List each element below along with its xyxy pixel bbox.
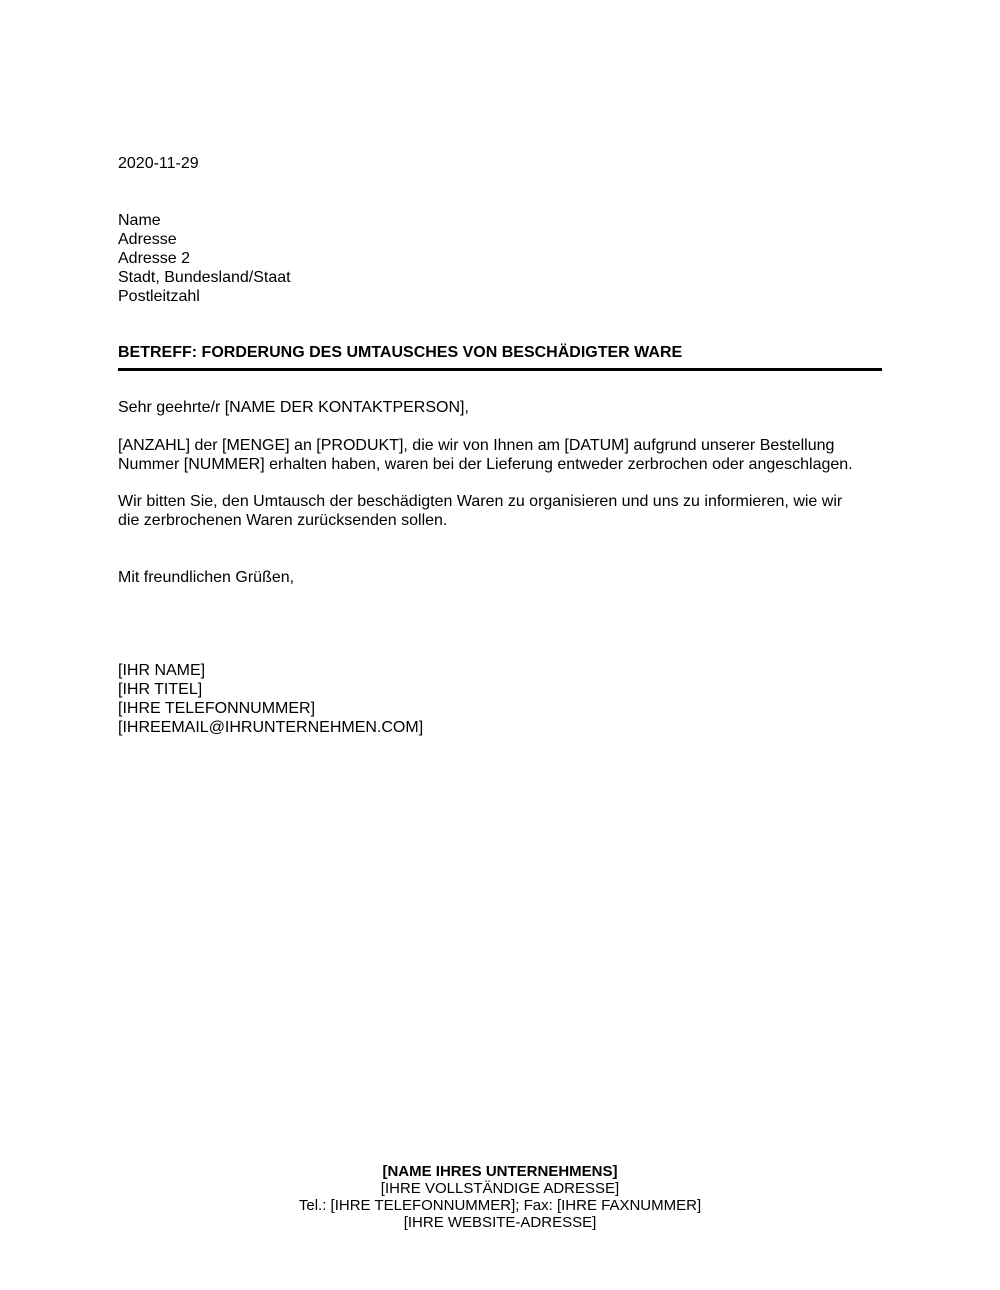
closing	[118, 568, 882, 587]
page-footer	[0, 1163, 1000, 1231]
subject-line	[118, 343, 882, 362]
signature-email: [IHREEMAIL@IHRUNTERNEHMEN.COM]	[118, 719, 424, 736]
recipient-address-line1: Adresse	[118, 231, 177, 248]
closing-text: Mit freundlichen Grüßen,	[118, 569, 295, 586]
body-paragraph-2	[118, 492, 882, 530]
subject-text: BETREFF: FORDERUNG DES UMTAUSCHES VON BESCHÄDIGTER WARE	[118, 344, 683, 361]
paragraph-1-line-1: [ANZAHL] der [MENGE] an [PRODUKT], die wir von Ihnen am [DATUM] aufgrund unserer Bestellung	[118, 437, 835, 454]
paragraph-1-line-2: Nummer [NUMMER] erhalten haben, waren bei der Lieferung entweder zerbrochen oder angeschlagen.	[118, 456, 853, 473]
footer-company-name: [NAME IHRES UNTERNEHMENS]	[382, 1163, 618, 1180]
signature-phone: [IHRE TELEFONNUMMER]	[118, 700, 316, 717]
footer-website: [IHRE WEBSITE-ADRESSE]	[403, 1214, 597, 1231]
paragraph-2-line-1: Wir bitten Sie, den Umtausch der beschädigten Waren zu organisieren und uns zu informieren, wie wir	[118, 493, 843, 510]
recipient-postal-code: Postleitzahl	[118, 288, 200, 305]
signature-block	[118, 661, 882, 737]
footer-contact: Tel.: [IHRE TELEFONNUMMER]; Fax: [IHRE FAXNUMMER]	[298, 1197, 702, 1214]
footer-address: [IHRE VOLLSTÄNDIGE ADRESSE]	[380, 1180, 620, 1197]
recipient-name: Name	[118, 212, 161, 229]
signature-title: [IHR TITEL]	[118, 681, 203, 698]
recipient-address-line2: Adresse 2	[118, 250, 191, 267]
date-text: 2020-11-29	[118, 155, 199, 172]
body-paragraph-1	[118, 436, 882, 474]
signature-name: [IHR NAME]	[118, 662, 206, 679]
recipient-address	[118, 211, 882, 306]
salutation	[118, 398, 882, 417]
subject-divider	[118, 368, 882, 371]
recipient-city-state: Stadt, Bundesland/Staat	[118, 269, 291, 286]
letter-date	[118, 154, 882, 173]
paragraph-2-line-2: die zerbrochenen Waren zurücksenden sollen.	[118, 512, 448, 529]
salutation-text: Sehr geehrte/r [NAME DER KONTAKTPERSON],	[118, 399, 469, 416]
